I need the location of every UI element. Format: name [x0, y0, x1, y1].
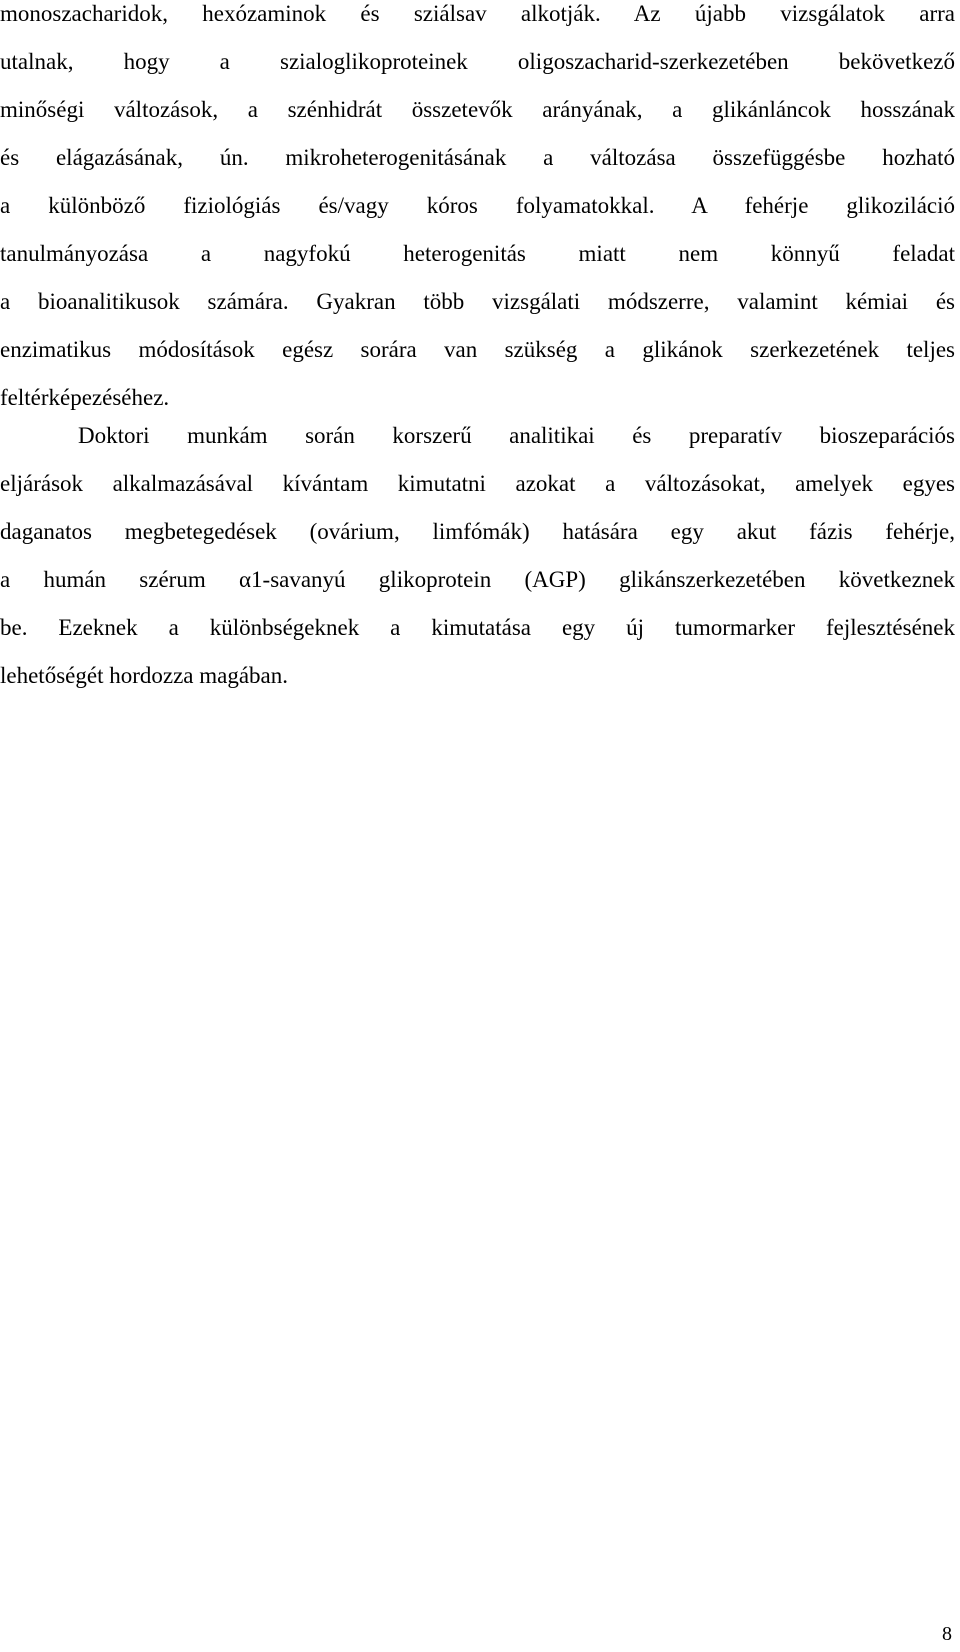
paragraph-1-line: és elágazásának, ún. mikroheterogenitásának a változása összefüggésbe hozható	[0, 145, 955, 170]
paragraph-1-line: minőségi változások, a szénhidrát összetevők arányának, a glikánláncok hosszának	[0, 97, 955, 122]
paragraph-2-line: be. Ezeknek a különbségeknek a kimutatása egy új tumormarker fejlesztésének	[0, 615, 955, 640]
paragraph-2-line: eljárások alkalmazásával kívántam kimutatni azokat a változásokat, amelyek egyes	[0, 471, 955, 496]
paragraph-1-line: tanulmányozása a nagyfokú heterogenitás miatt nem könnyű feladat	[0, 241, 955, 266]
paragraph-1-line: a különböző fiziológiás és/vagy kóros folyamatokkal. A fehérje glikoziláció	[0, 193, 955, 218]
paragraph-1	[0, 0, 960, 422]
paragraph-2	[0, 412, 960, 700]
paragraph-1-line: monoszacharidok, hexózaminok és sziálsav alkotják. Az újabb vizsgálatok arra	[0, 1, 955, 26]
page-number: 8	[942, 1623, 952, 1645]
paragraph-1-line: feltérképezéséhez.	[0, 385, 170, 410]
paragraph-2-line: Doktori munkám során korszerű analitikai és preparatív bioszeparációs	[78, 423, 955, 448]
paragraph-2-line: daganatos megbetegedések (ovárium, limfómák) hatására egy akut fázis fehérje,	[0, 519, 955, 544]
paragraph-1-line: a bioanalitikusok számára. Gyakran több vizsgálati módszerre, valamint kémiai és	[0, 289, 955, 314]
paragraph-1-line: enzimatikus módosítások egész sorára van szükség a glikánok szerkezetének teljes	[0, 337, 955, 362]
paragraph-1-line: utalnak, hogy a szialoglikoproteinek oligoszacharid-szerkezetében bekövetkező	[0, 49, 955, 74]
paragraph-2-line: lehetőségét hordozza magában.	[0, 663, 289, 688]
paragraph-2-line: a humán szérum α1-savanyú glikoprotein (AGP) glikánszerkezetében következnek	[0, 567, 955, 592]
